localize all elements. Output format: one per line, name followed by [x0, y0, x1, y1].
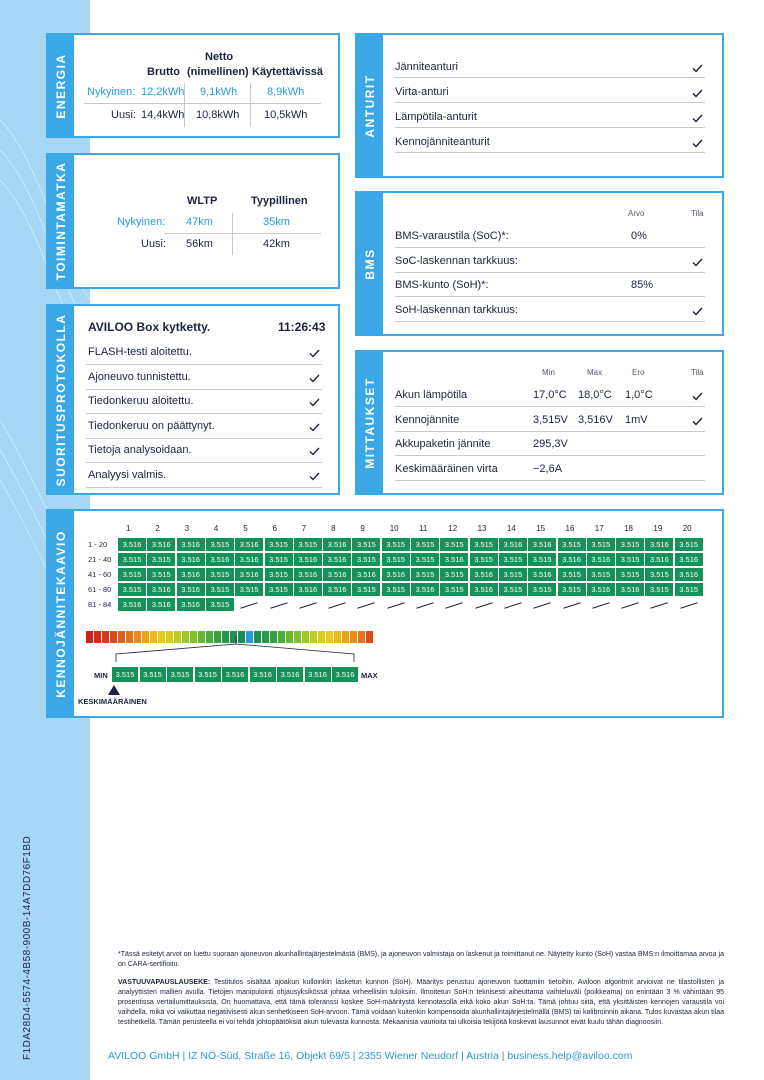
scale-value: 3.515	[167, 667, 193, 682]
measurements-header-state: Tila	[691, 368, 704, 377]
cell-voltage: 3.515	[118, 568, 146, 581]
cell-voltage: 3.516	[675, 553, 703, 566]
cell-voltage: 3.515	[440, 538, 468, 551]
scale-value: 3.516	[277, 667, 303, 682]
range-current-wltp: 47km	[186, 216, 213, 228]
cell-voltage: 3.515	[587, 538, 615, 551]
range-title: TOIMINTAMATKA	[54, 161, 68, 281]
cell-voltage: 3.516	[645, 538, 673, 551]
measurement-value: 1mV	[625, 413, 648, 426]
cell-voltage: 3.515	[382, 583, 410, 596]
cell-voltage: 3.516	[206, 553, 234, 566]
cell-voltage-title: KENNOJÄNNITEKAAVIO	[54, 529, 68, 698]
empty-cell-slash	[533, 602, 550, 609]
min-label: MIN	[94, 671, 108, 680]
checkmark-icon	[309, 398, 320, 407]
column-number: 20	[682, 524, 692, 533]
column-number: 11	[419, 524, 428, 533]
scale-value: 3.515	[112, 667, 138, 682]
cell-voltage: 3.516	[616, 583, 644, 596]
average-marker-icon	[108, 685, 120, 695]
cell-voltage: 3.515	[206, 583, 234, 596]
protocol-item: Tietoja analysoidaan.	[88, 444, 192, 456]
cell-voltage: 3.515	[294, 538, 322, 551]
cell-voltage: 3.515	[411, 553, 439, 566]
column-number: 17	[594, 524, 604, 533]
cell-voltage: 3.515	[558, 538, 586, 551]
cell-voltage: 3.515	[118, 583, 146, 596]
divider	[395, 77, 705, 78]
row-label: 41 - 60	[88, 570, 112, 579]
column-number: 6	[272, 524, 277, 533]
cell-voltage: 3.516	[382, 568, 410, 581]
cell-voltage: 3.516	[470, 568, 498, 581]
cell-voltage: 3.516	[118, 598, 146, 611]
cell-voltage: 3.516	[411, 583, 439, 596]
column-number: 2	[155, 524, 160, 533]
empty-cell-slash	[563, 602, 580, 609]
protocol-title: SUORITUSPROTOKOLLA	[54, 313, 68, 486]
sensors-tab	[357, 35, 383, 176]
document-id: F1DA28D4-5574-4B58-900B-14A7DD76F1BD	[22, 835, 33, 1060]
checkmark-icon	[692, 89, 703, 98]
protocol-item: Tiedonkeruu on päättynyt.	[88, 419, 215, 432]
cell-voltage: 3.516	[177, 538, 205, 551]
cell-voltage: 3.515	[499, 583, 527, 596]
divider	[395, 127, 705, 128]
column-number: 15	[536, 524, 546, 533]
row-label: 1 - 20	[88, 540, 108, 549]
cell-voltage: 3.515	[616, 568, 644, 581]
divider	[395, 102, 705, 103]
checkmark-icon	[692, 258, 703, 267]
energy-new-usable: 10,5kWh	[264, 109, 308, 121]
footer-contact: AVILOO GmbH | IZ NÖ-Süd, Straße 16, Objekt 69/5 | 2355 Wiener Neudorf | Austria | business.help@aviloo.com	[108, 1050, 633, 1062]
cell-voltage: 3.515	[528, 583, 556, 596]
measurement-value: 18,0°C	[578, 389, 612, 401]
cell-voltage: 3.515	[411, 568, 439, 581]
energy-current-gross: 12,2kWh	[141, 86, 185, 98]
cell-voltage: 3.515	[235, 583, 263, 596]
measurement-value: 17,0°C	[533, 389, 567, 401]
cell-voltage: 3.516	[587, 583, 615, 596]
sensor-item: Jänniteanturi	[395, 61, 458, 73]
measurement-label: Keskimääräinen virta	[395, 462, 498, 475]
empty-cell-slash	[651, 602, 668, 609]
cell-voltage: 3.516	[323, 538, 351, 551]
divider	[164, 233, 321, 234]
empty-cell-slash	[240, 602, 257, 609]
measurement-label: Akkupaketin jännite	[395, 438, 491, 450]
energy-title: ENERGIA	[54, 52, 68, 119]
divider	[84, 103, 321, 104]
cell-voltage: 3.515	[440, 568, 468, 581]
checkmark-icon	[692, 64, 703, 73]
row-label: 61 - 80	[88, 585, 112, 594]
column-number: 7	[301, 524, 307, 533]
protocol-tab	[48, 306, 74, 493]
range-row-label: Nykyinen:	[117, 216, 166, 228]
cell-voltage: 3.516	[470, 583, 498, 596]
cell-voltage: 3.515	[352, 583, 380, 596]
bms-label: SoC-laskennan tarkkuus:	[395, 254, 518, 267]
protocol-time: 11:26:43	[278, 320, 326, 334]
checkmark-icon	[692, 114, 703, 123]
column-number: 5	[243, 524, 248, 533]
cell-voltage: 3.515	[558, 568, 586, 581]
measurement-value: 1,0°C	[625, 389, 653, 401]
cell-voltage: 3.516	[558, 553, 586, 566]
column-number: 10	[389, 524, 399, 533]
cell-voltage: 3.515	[470, 553, 498, 566]
measurements-tab	[357, 352, 383, 493]
energy-row-label: Nykyinen:	[87, 86, 136, 98]
empty-cell-slash	[446, 602, 463, 609]
cell-voltage: 3.516	[440, 553, 468, 566]
cell-voltage: 3.515	[147, 568, 175, 581]
cell-voltage: 3.516	[323, 583, 351, 596]
protocol-item: Ajoneuvo tunnistettu.	[88, 370, 191, 383]
divider	[395, 272, 705, 273]
column-number: 9	[360, 524, 365, 533]
cell-voltage-tab	[48, 511, 74, 716]
protocol-item: FLASH-testi aloitettu.	[88, 346, 192, 358]
column-number: 8	[331, 524, 336, 533]
bms-tab	[357, 193, 383, 334]
cell-voltage: 3.515	[411, 538, 439, 551]
empty-cell-slash	[504, 602, 521, 609]
column-number: 13	[477, 524, 487, 533]
max-label: MAX	[361, 671, 378, 680]
cell-voltage: 3.515	[206, 568, 234, 581]
protocol-heading: AVILOO Box kytketty.	[88, 320, 211, 334]
cell-voltage: 3.515	[587, 568, 615, 581]
cell-voltage: 3.515	[265, 553, 293, 566]
divider	[395, 431, 705, 432]
cell-voltage: 3.515	[558, 583, 586, 596]
scale-value: 3.515	[195, 667, 221, 682]
cell-voltage: 3.515	[118, 553, 146, 566]
scale-value: 3.516	[222, 667, 248, 682]
divider	[86, 487, 322, 488]
checkmark-icon	[309, 374, 320, 383]
cell-voltage: 3.516	[499, 538, 527, 551]
column-number: 12	[448, 524, 458, 533]
cell-voltage: 3.515	[616, 553, 644, 566]
divider	[86, 364, 322, 365]
sensor-item: Virta-anturi	[395, 86, 449, 98]
disclaimer-text: Testitulos sisältää ajoakun kulloinkin lasketun kunnon (SoH). Määritys perustuu ajoneuvon tuottamiin tietoihin. Aviloon algoritmit arvioivat ne tilastollisten ja analyyttisten mallien avulla. Tietojen manipulointi ohjausyksikössä johtaa virheellisiin tuloksiin. Ilmoitetun SoH:n teknisesti aiheuttama vaihteluväli (poikkeama) on enintään 3 % vähintään 95 prosentissa vertailumittauksista. On huomattava, että tämä toleranssi koskee SoH-määritystä kennotasolla eikä koko akun SoH:ta. Tämä johtuu siitä, että yksittäisten kennojen varaustila voi vaihdella, mikä voi vaikuttaa negatiivisesti akun senhetkiseen SoH-arvoon. Tämä voidaan kuitenkin kompensoida akunhallintajärjestelmällä (BMS) tai kalibroinnin aikana. Tulos kuvastaa akun tilaa testihetkellä. Tämän perusteella ei voi tehdä johtopäätöksiä akun tulevasta kunnosta. Mekaanisia vaurioita tai ulkoisia tekijöitä koskevat lausunnot eivät kuulu tähän diagnoosiin.	[118, 979, 724, 1026]
checkmark-icon	[692, 307, 703, 316]
cell-voltage: 3.516	[177, 568, 205, 581]
empty-cell-slash	[680, 602, 697, 609]
column-number: 3	[184, 524, 190, 533]
range-header-typical: Tyypillinen	[251, 195, 308, 207]
measurement-value: 3,515V	[533, 413, 568, 426]
scale-value: 3.516	[305, 667, 331, 682]
average-label: KESKIMÄÄRÄINEN	[78, 697, 147, 706]
divider	[395, 455, 705, 456]
cell-voltage: 3.516	[177, 553, 205, 566]
divider	[232, 213, 233, 255]
checkmark-icon	[309, 447, 320, 456]
cell-voltage: 3.515	[265, 538, 293, 551]
sensor-item: Lämpötila-anturit	[395, 111, 477, 123]
cell-voltage: 3.515	[499, 568, 527, 581]
measurement-label: Akun lämpötila	[395, 389, 468, 401]
sensors-title: ANTURIT	[363, 73, 377, 138]
energy-current-usable: 8,9kWh	[267, 86, 305, 98]
protocol-item: Analyysi valmis.	[88, 468, 167, 481]
disclaimer	[118, 978, 724, 1028]
empty-cell-slash	[299, 602, 316, 609]
energy-new-net: 10,8kWh	[196, 109, 240, 121]
empty-cell-slash	[270, 602, 287, 609]
checkmark-icon	[309, 423, 320, 432]
divider	[250, 83, 251, 127]
scale-value: 3.516	[250, 667, 276, 682]
cell-voltage: 3.515	[147, 553, 175, 566]
divider	[86, 438, 322, 439]
cell-voltage: 3.515	[675, 583, 703, 596]
cell-voltage: 3.516	[294, 583, 322, 596]
range-tab	[48, 155, 74, 287]
cell-voltage: 3.516	[294, 568, 322, 581]
energy-tab	[48, 35, 74, 136]
empty-cell-slash	[475, 602, 492, 609]
bms-value: 85%	[631, 279, 654, 291]
cell-voltage: 3.515	[382, 553, 410, 566]
cell-voltage: 3.516	[177, 598, 205, 611]
scale-swatch	[86, 631, 93, 643]
cell-voltage: 3.516	[235, 553, 263, 566]
cell-voltage-panel	[46, 509, 724, 718]
checkmark-icon	[309, 349, 320, 358]
bms-label: BMS-kunto (SoH)*:	[395, 279, 489, 291]
bms-header-state: Tila	[691, 209, 704, 218]
cell-voltage: 3.515	[616, 538, 644, 551]
divider	[86, 389, 322, 390]
measurements-header-min: Min	[542, 368, 555, 377]
energy-new-gross: 14,4kWh	[141, 109, 185, 121]
row-label: 21 - 40	[88, 555, 112, 564]
column-number: 18	[624, 524, 633, 533]
measurements-panel	[355, 350, 724, 495]
energy-current-net: 9,1kWh	[200, 86, 238, 98]
range-new-typical: 42km	[263, 238, 290, 250]
divider	[184, 83, 185, 127]
bms-label: BMS-varaustila (SoC)*:	[395, 230, 509, 242]
checkmark-icon	[692, 139, 703, 148]
measurement-value: 295,3V	[533, 438, 568, 450]
divider	[395, 296, 705, 297]
measurements-header-max: Max	[587, 368, 603, 377]
scale-value: 3.515	[140, 667, 166, 682]
protocol-item: Tiedonkeruu aloitettu.	[88, 395, 194, 407]
empty-cell-slash	[328, 602, 345, 609]
measurement-value: −2,6A	[533, 462, 563, 475]
energy-header-net: Netto	[205, 51, 234, 63]
divider	[86, 462, 322, 463]
cell-voltage: 3.516	[587, 553, 615, 566]
divider	[395, 480, 705, 481]
cell-voltage: 3.516	[323, 553, 351, 566]
cell-voltage: 3.516	[147, 583, 175, 596]
range-header-wltp: WLTP	[187, 195, 218, 207]
measurements-header-diff: Ero	[632, 368, 645, 377]
bms-header-value: Arvo	[628, 209, 645, 218]
cell-voltage: 3.515	[352, 538, 380, 551]
cell-voltage: 3.515	[470, 538, 498, 551]
checkmark-icon	[692, 417, 703, 426]
energy-header-usable: Käytettävissä	[252, 66, 323, 78]
cell-voltage: 3.515	[645, 583, 673, 596]
cell-voltage: 3.515	[206, 598, 234, 611]
scale-swatch	[366, 631, 373, 643]
range-new-wltp: 56km	[186, 238, 213, 250]
empty-cell-slash	[416, 602, 433, 609]
empty-cell-slash	[621, 602, 638, 609]
column-number: 16	[565, 524, 575, 533]
scale-swatch	[358, 631, 365, 643]
cell-voltage: 3.516	[528, 568, 556, 581]
column-number: 4	[213, 524, 219, 533]
row-label: 81 - 84	[88, 600, 112, 609]
empty-cell-slash	[387, 602, 404, 609]
energy-header-gross: Brutto	[147, 66, 180, 78]
checkmark-icon	[309, 472, 320, 481]
empty-cell-slash	[358, 602, 375, 609]
column-number: 14	[506, 524, 516, 533]
bms-value: 0%	[631, 230, 647, 242]
energy-header-net-sub: (nimellinen)	[187, 66, 249, 78]
cell-voltage: 3.515	[265, 583, 293, 596]
cell-voltage: 3.516	[235, 568, 263, 581]
range-row-label: Uusi:	[141, 238, 167, 250]
cell-voltage: 3.515	[645, 568, 673, 581]
divider	[395, 321, 705, 322]
protocol-panel	[46, 304, 340, 495]
column-number: 1	[126, 524, 131, 533]
bms-panel	[355, 191, 724, 336]
empty-cell-slash	[592, 602, 609, 609]
range-panel	[46, 153, 340, 289]
cell-voltage: 3.516	[147, 538, 175, 551]
checkmark-icon	[692, 392, 703, 401]
cell-voltage: 3.515	[675, 538, 703, 551]
bms-label: SoH-laskennan tarkkuus:	[395, 303, 518, 316]
cell-voltage: 3.516	[177, 583, 205, 596]
cell-voltage: 3.515	[440, 583, 468, 596]
cell-voltage: 3.516	[294, 553, 322, 566]
cell-voltage: 3.515	[352, 553, 380, 566]
sensors-panel	[355, 33, 724, 178]
cell-voltage: 3.516	[235, 538, 263, 551]
cell-voltage: 3.516	[323, 568, 351, 581]
cell-voltage: 3.515	[265, 568, 293, 581]
energy-panel	[46, 33, 340, 138]
divider	[86, 413, 322, 414]
measurement-value: 3,516V	[578, 413, 613, 426]
footnote-bms: *Tässä esitetyt arvot on luettu suoraan ajoneuvon akunhallintajärjestelmästä (BMS), ja ajoneuvon valmistaja on laskenut ja toimittanut ne. Näytetty kunto (SoH) vastaa BMS:n ilmoittamaa arvoa ja on CARA-sertifioitu.	[118, 951, 724, 968]
cell-voltage: 3.516	[528, 538, 556, 551]
measurements-title: MITTAUKSET	[363, 376, 377, 469]
bms-title: BMS	[363, 247, 377, 280]
cell-voltage: 3.516	[147, 598, 175, 611]
cell-voltage: 3.516	[675, 568, 703, 581]
cell-voltage: 3.516	[645, 553, 673, 566]
divider	[395, 406, 705, 407]
measurement-label: Kennojännite	[395, 413, 460, 426]
energy-row-label: Uusi:	[111, 109, 137, 121]
cell-voltage: 3.516	[118, 538, 146, 551]
scale-swatch	[94, 631, 101, 643]
divider	[395, 247, 705, 248]
cell-voltage: 3.516	[352, 568, 380, 581]
cell-voltage: 3.515	[499, 553, 527, 566]
disclaimer-title: VASTUUVAPAUSLAUSEKE:	[118, 979, 211, 986]
divider	[395, 152, 705, 153]
cell-voltage: 3.515	[206, 538, 234, 551]
cell-voltage: 3.515	[382, 538, 410, 551]
range-current-typical: 35km	[263, 216, 290, 228]
scale-value: 3.516	[332, 667, 358, 682]
sensor-item: Kennojänniteanturit	[395, 136, 490, 148]
column-number: 19	[653, 524, 663, 533]
cell-voltage: 3.515	[528, 553, 556, 566]
